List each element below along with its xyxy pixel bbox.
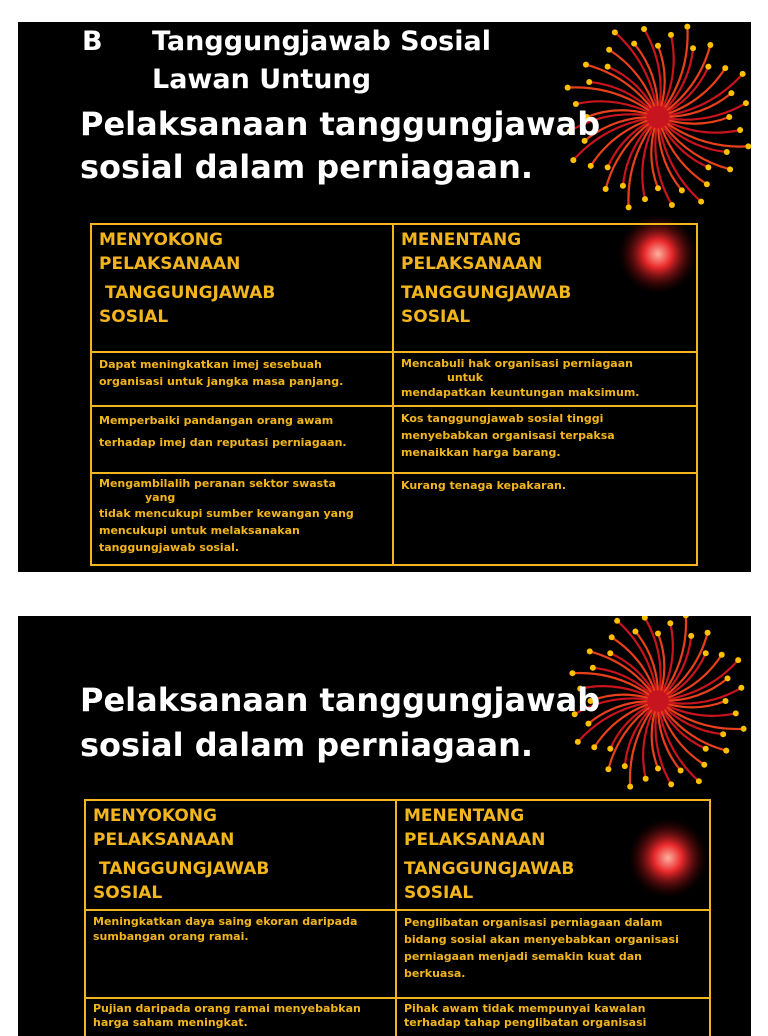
flower-petal-tip — [684, 24, 690, 30]
flower-petal-tip — [701, 762, 707, 768]
header-line: MENYOKONG — [93, 806, 217, 826]
table-cell — [393, 473, 697, 565]
cell-line: menaikkan harga barang. — [401, 446, 561, 459]
flower-petal-tip — [607, 650, 613, 656]
cell-line: Kurang tenaga kepakaran. — [401, 479, 567, 492]
flower-petal-tip — [655, 631, 661, 637]
cell-line: Meningkatkan daya saing ekoran daripada — [93, 915, 358, 928]
header-support — [91, 224, 393, 352]
cell-line: bidang sosial akan menyebabkan organisasi — [404, 933, 679, 946]
table-cell — [396, 998, 710, 1036]
flower-petal-tip — [668, 32, 674, 38]
flower-petal-tip — [642, 196, 648, 202]
flower-petal-tip — [741, 726, 747, 732]
flower-petal-tip — [735, 657, 741, 663]
flower-petal-tip — [703, 746, 709, 752]
header-line: PELAKSANAAN — [93, 830, 235, 850]
cell-line: mencukupi untuk melaksanakan — [99, 524, 300, 537]
flower-petal-tip — [626, 204, 632, 210]
table-cell — [91, 406, 393, 473]
flower-petal-tip — [723, 698, 729, 704]
header-line: SOSIAL — [404, 883, 474, 903]
flower-petal-tip — [643, 776, 649, 782]
header-line: TANGGUNGJAWAB — [105, 283, 276, 303]
cell-line: Pihak awam tidak mempunyai kawalan — [404, 1002, 646, 1015]
table-row — [91, 473, 697, 565]
flower-petal-tip — [614, 618, 620, 624]
table-header-row — [91, 224, 697, 352]
flower-petal-tip — [740, 71, 746, 77]
slide-title-line-1: Pelaksanaan tanggungjawab — [80, 105, 601, 143]
flower-petal-tip — [667, 620, 673, 626]
flower-petal-tip — [622, 763, 628, 769]
flower-petal-tip — [705, 64, 711, 70]
header-line: MENENTANG — [401, 230, 522, 250]
cell-line: Mencabuli hak organisasi perniagaan — [401, 357, 633, 370]
table-cell — [85, 998, 396, 1036]
slide-title-line-2: sosial dalam perniagaan. — [80, 148, 534, 186]
flower-petal-tip — [632, 628, 638, 634]
flower-petal-tip — [723, 748, 729, 754]
comparison-table — [90, 223, 698, 566]
header-line: MENENTANG — [404, 806, 525, 826]
flower-petal-tip — [588, 163, 594, 169]
header-line: SOSIAL — [401, 307, 471, 327]
cell-line: sumbangan orang ramai. — [93, 930, 249, 943]
table-cell — [91, 352, 393, 406]
header-support — [85, 800, 396, 910]
cell-line: berkuasa. — [404, 967, 466, 980]
cell-line: mendapatkan keuntungan maksimum. — [401, 386, 640, 399]
header-line: TANGGUNGJAWAB — [99, 859, 270, 879]
table-cell — [85, 910, 396, 998]
flower-petal-tip — [738, 685, 744, 691]
table-cell — [396, 910, 710, 998]
cell-line: tidak mencukupi sumber kewangan yang — [99, 507, 354, 520]
flower-petal-tip — [720, 731, 726, 737]
flower-petal-tip — [696, 778, 702, 784]
cell-line: terhadap tahap penglibatan organisasi — [404, 1016, 647, 1029]
flower-petal-tip — [724, 149, 730, 155]
flower-petal-tip — [704, 181, 710, 187]
section-letter: B — [82, 26, 103, 57]
flower-petal-tip — [575, 739, 581, 745]
flower-petal-tip — [725, 675, 731, 681]
comparison-table — [84, 799, 711, 1036]
slide-title-line-1: Pelaksanaan tanggungjawab — [80, 681, 601, 719]
flower-petal-tip — [728, 90, 734, 96]
header-oppose — [393, 224, 697, 352]
flower-petal-tip — [631, 41, 637, 47]
flower-petal-tip — [668, 781, 674, 787]
flower-petal-tip — [727, 166, 733, 172]
flower-petal-tip — [678, 768, 684, 774]
flower-petal-tip — [565, 85, 571, 91]
cell-line: tanggungjawab sosial. — [99, 541, 240, 554]
cell-line: Memperbaiki pandangan orang awam — [99, 414, 334, 427]
flower-petal-tip — [606, 47, 612, 53]
cell-line: Dapat meningkatkan imej sesebuah — [99, 358, 322, 371]
cell-line: organisasi untuk jangka masa panjang. — [99, 375, 344, 388]
flower-petal-tip — [570, 157, 576, 163]
flower-petal-tip — [569, 670, 575, 676]
flower-petal-tip — [583, 62, 589, 68]
flower-petal-tip — [655, 766, 661, 772]
flower-petal-tip — [705, 164, 711, 170]
flower-petal-tip — [743, 100, 749, 106]
slide-1 — [18, 22, 751, 572]
cell-line: harga saham meningkat. — [93, 1016, 248, 1029]
flower-petal-tip — [698, 199, 704, 205]
header-line: PELAKSANAAN — [99, 254, 241, 274]
table-row — [85, 998, 710, 1036]
flower-petal-tip — [607, 746, 613, 752]
flower-petal-tip — [737, 127, 743, 133]
flower-center — [647, 106, 670, 129]
cell-line: perniagaan menjadi semakin kuat dan — [404, 950, 643, 963]
flower-petal-tip — [722, 65, 728, 71]
flower-center — [647, 690, 669, 712]
flower-petal-tip — [609, 634, 615, 640]
flower-petal-tip — [719, 652, 725, 658]
flower-petal-tip — [705, 630, 711, 636]
flower-petal-tip — [655, 43, 661, 49]
header-line: PELAKSANAAN — [401, 254, 543, 274]
cell-line: Pujian daripada orang ramai menyebabkan — [93, 1002, 361, 1015]
flower-petal-tip — [733, 710, 739, 716]
header-line: MENYOKONG — [99, 230, 223, 250]
cell-line: Kos tanggungjawab sosial tinggi — [401, 412, 604, 425]
cell-line: Mengambilalih peranan sektor swasta — [99, 477, 336, 490]
cell-line: Penglibatan organisasi perniagaan dalam — [404, 916, 663, 929]
flower-petal-tip — [726, 114, 732, 120]
flower-petal-tip — [605, 164, 611, 170]
flower-petal-tip — [620, 183, 626, 189]
header-oppose — [396, 800, 710, 910]
table-cell — [393, 406, 697, 473]
flower-petal-tip — [690, 45, 696, 51]
table-row — [91, 406, 697, 473]
flower-petal-tip — [612, 29, 618, 35]
slide-title-line-2: sosial dalam perniagaan. — [80, 726, 534, 764]
flower-petal-tip — [707, 42, 713, 48]
cell-line: menyebabkan organisasi terpaksa — [401, 429, 615, 442]
flower-petal-tip — [605, 64, 611, 70]
table-header-row — [85, 800, 710, 910]
flower-petal-tip — [669, 202, 675, 208]
table-cell — [91, 473, 393, 565]
table-cell — [393, 352, 697, 406]
flower-petal-tip — [590, 665, 596, 671]
cell-line: untuk — [447, 371, 484, 384]
flower-petal-tip — [688, 633, 694, 639]
header-line: TANGGUNGJAWAB — [401, 283, 572, 303]
table-row — [91, 352, 697, 406]
flower-petal-tip — [586, 79, 592, 85]
header-line: PELAKSANAAN — [404, 830, 546, 850]
flower-petal-tip — [627, 784, 633, 790]
cell-line: yang — [145, 491, 176, 504]
flower-petal-tip — [655, 185, 661, 191]
cell-line: terhadap imej dan reputasi perniagaan. — [99, 436, 347, 449]
header-line: SOSIAL — [93, 883, 163, 903]
header-line: TANGGUNGJAWAB — [404, 859, 575, 879]
flower-petal-tip — [587, 648, 593, 654]
section-title-line-1: Tanggungjawab Sosial — [152, 26, 491, 57]
flower-petal-tip — [591, 744, 597, 750]
flower-petal-tip — [679, 187, 685, 193]
flower-petal-tip — [683, 616, 689, 618]
flower-petal-tip — [641, 26, 647, 32]
flower-petal-tip — [703, 650, 709, 656]
flower-petal-tip — [605, 766, 611, 772]
header-line: SOSIAL — [99, 307, 169, 327]
flower-petal-tip — [745, 143, 751, 149]
section-title-line-2: Lawan Untung — [152, 64, 372, 95]
table-row — [85, 910, 710, 998]
slide-2 — [18, 616, 751, 1036]
flower-petal-tip — [603, 186, 609, 192]
